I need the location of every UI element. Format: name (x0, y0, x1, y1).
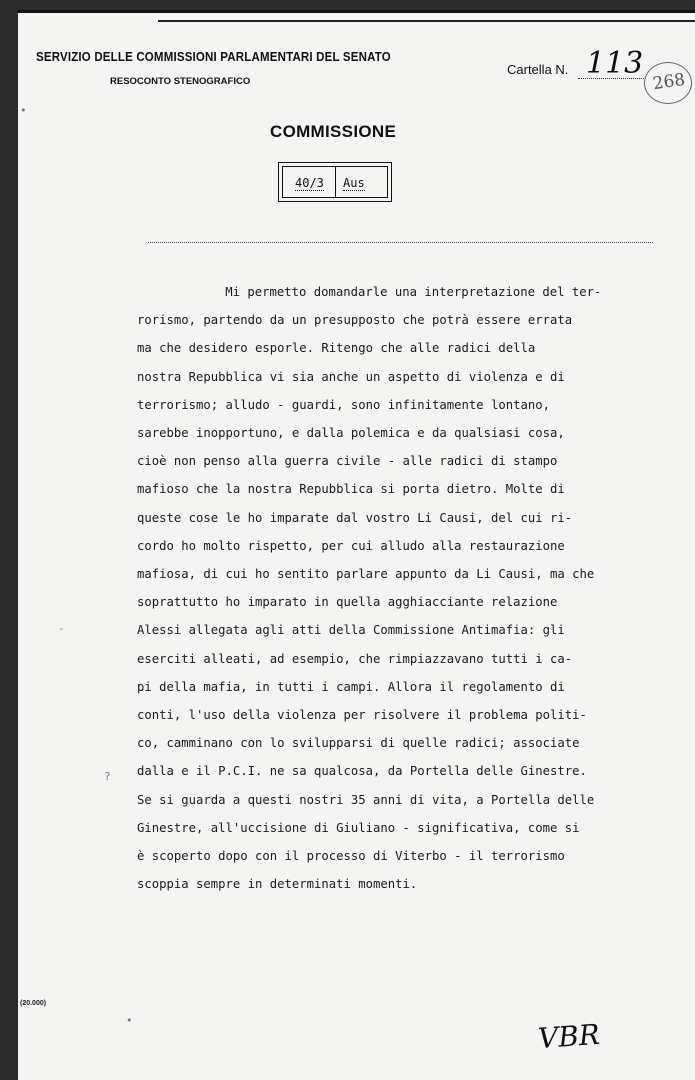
body-line: Alessi allegata agli atti della Commissione Antimafia: gli (137, 622, 565, 638)
page-stamp-number: 268 (651, 69, 687, 95)
body-line: dalla e il P.C.I. ne sa qualcosa, da Portella delle Ginestre. (137, 763, 587, 779)
body-line: mafiosa, di cui ho sentito parlare appunto da Li Causi, ma che (137, 566, 595, 582)
body-line: eserciti alleati, ad esempio, che rimpiazzavano tutti i ca- (137, 650, 573, 666)
body-line: Se si guarda a questi nostri 35 anni di vita, a Portella delle (137, 791, 595, 807)
body-line: nostra Repubblica vi sia anche un aspetto di violenza e di (137, 368, 565, 384)
body-line: rorismo, partendo da un presupposto che potrà essere errata (137, 312, 573, 328)
body-line: ma che desidero esporle. Ritengo che alle radici della (137, 340, 536, 356)
body-line: conti, l'uso della violenza per risolvere il problema politi- (137, 707, 587, 723)
body-line: Ginestre, all'uccisione di Giuliano - significativa, come si (137, 819, 580, 835)
document-heading: COMMISSIONE (270, 122, 397, 141)
document-page (18, 10, 695, 1080)
handwritten-signature: VBR (536, 1017, 601, 1056)
separator-dotted-rule (148, 242, 653, 243)
body-line: cioè non penso alla guerra civile - alle radici di stampo (137, 453, 558, 469)
body-line: mafioso che la nostra Repubblica si porta dietro. Molte di (137, 481, 565, 497)
body-line: scoppia sempre in determinati momenti. (137, 876, 418, 892)
margin-dot: • (20, 104, 27, 117)
margin-dash: - (58, 622, 65, 635)
code-number: 40/3 (295, 176, 324, 190)
footer-code: (20.000) (20, 1000, 47, 1007)
body-line: queste cose le ho imparate dal vostro Li Causi, del cui ri- (137, 509, 573, 525)
header-title: SERVIZIO DELLE COMMISSIONI PARLAMENTARI DEL SENATO (36, 50, 391, 64)
body-line: Mi permetto domandarle una interpretazione del ter- (225, 284, 602, 299)
code-text: Aus (343, 176, 365, 190)
body-line: terrorismo; alludo - guardi, sono infinitamente lontano, (137, 396, 551, 412)
header-rule (158, 20, 695, 22)
top-border (18, 10, 695, 13)
code-box-divider (335, 167, 336, 197)
header-subtitle: RESOCONTO STENOGRAFICO (110, 76, 251, 87)
body-line: co, camminano con lo svilupparsi di quelle radici; associate (137, 735, 580, 751)
body-text (137, 278, 647, 898)
code-box (278, 162, 392, 202)
body-line: sarebbe inopportuno, e dalla polemica e da qualsiasi cosa, (137, 425, 565, 441)
body-line: cordo ho molto rispetto, per cui alludo alla restaurazione (137, 537, 565, 553)
body-line: soprattutto ho imparato in quella agghiacciante relazione (137, 594, 558, 610)
cartella-number: 113 (586, 46, 644, 81)
cartella-label: Cartella N. (507, 62, 569, 77)
margin-dot: • (126, 1014, 133, 1027)
body-line: pi della mafia, in tutti i campi. Allora il regolamento di (137, 678, 565, 694)
margin-mark: ? (104, 770, 111, 783)
body-line: è scoperto dopo con il processo di Viterbo - il terrorismo (137, 848, 565, 864)
